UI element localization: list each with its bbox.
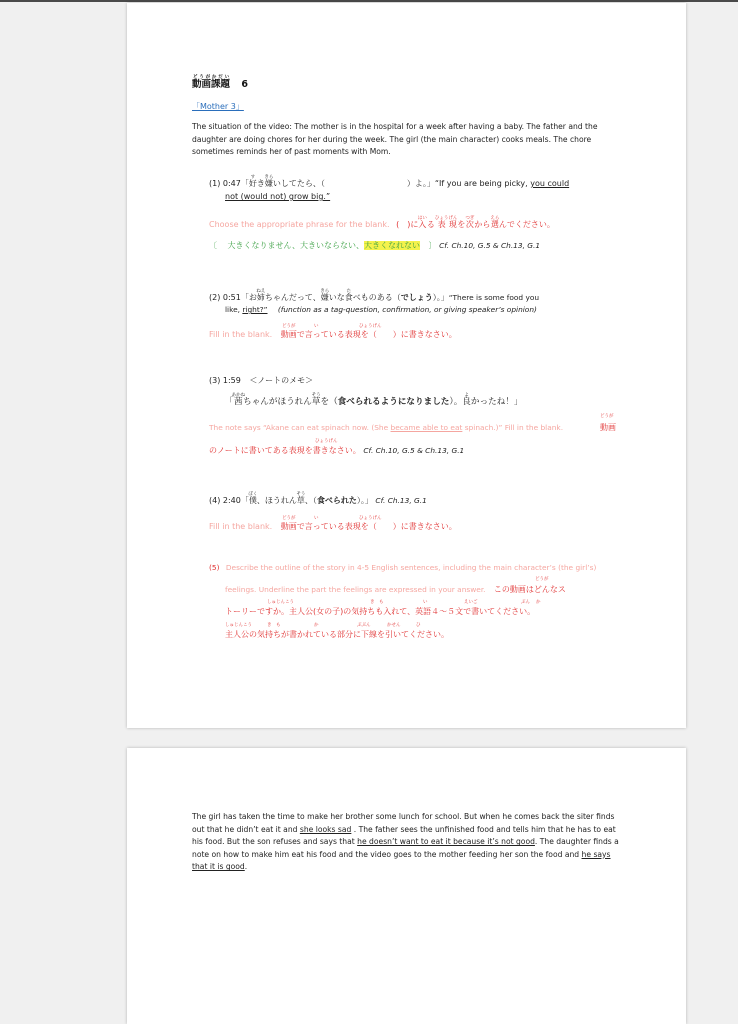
q4-open: 「 xyxy=(240,496,249,505)
q1-instruction-jp xyxy=(417,216,500,229)
q2-instruction xyxy=(209,329,457,341)
q1-english-underline: you could xyxy=(530,179,570,188)
q3-instruction-en-b: spinach.)” Fill in the blank. xyxy=(462,423,564,432)
q4-rt-i: い xyxy=(314,516,319,521)
q3-instruction-en-a: The note says “Akane can eat spinach now. (She xyxy=(209,423,391,432)
q1-instruction-char-3: 現げん xyxy=(448,216,458,229)
q2-english: “There is some food you xyxy=(448,293,540,302)
q3-instruction-jp2: のノートに書いてある表現を書きなさい。 xyxy=(209,446,361,455)
q4-sou: 草 xyxy=(296,496,306,505)
q2-ane: 姉 xyxy=(256,293,266,302)
q3-sentence xyxy=(225,393,523,408)
q3-akane: 茜 xyxy=(231,397,246,407)
q2-rt-hyougen: ひょうげん xyxy=(359,324,382,329)
q5-rt-hi: ひ xyxy=(416,623,421,628)
q4-line xyxy=(209,492,427,507)
q1-close: ）よ。」 xyxy=(406,179,435,188)
document-page-2 xyxy=(127,748,686,1024)
q2-kirai-rt: きら xyxy=(320,289,330,294)
q1-instruction-char-2: 表ひょう xyxy=(434,216,449,229)
q2-mid3: べものある（ xyxy=(352,293,401,302)
q1-option-3-highlighted: 大きくなれない xyxy=(364,241,421,250)
q5-rt-kimo-2: き も xyxy=(267,623,281,628)
q2-open: 「お xyxy=(240,293,257,302)
q4-instruction-jp: 動画で言っている表現を（ ）に書きなさい。 xyxy=(280,522,457,531)
q1-english-line2: not (would not) grow big.” xyxy=(225,192,331,201)
q3-line xyxy=(209,375,313,387)
video-link[interactable]: 「Mother 3」 xyxy=(192,102,244,111)
q2-instruction-jp: 動画で言っている表現を（ ）に書きなさい。 xyxy=(280,330,457,339)
q3-sou-rt: そう xyxy=(311,393,321,398)
q3-sou: 草 xyxy=(311,397,321,407)
q3-cf: Cf. Ch.10, G.5 & Ch.13, G.1 xyxy=(363,446,465,455)
q4-boku: 僕 xyxy=(248,496,258,505)
answer-part-3: . The daughter finds a note on how to make him eat his food and the video goes to the mother feeding her son the food and xyxy=(192,837,619,859)
q5-jp1: この動画はどんなス xyxy=(493,585,566,594)
q1-options-close: 〕 xyxy=(428,241,437,250)
answer-underline-3: he says that it is good xyxy=(192,849,611,872)
page-title xyxy=(192,75,248,90)
q4-answer: 食べられた xyxy=(316,496,357,505)
q3-instruction-en-underline: became able to eat xyxy=(390,423,463,432)
q5-line2 xyxy=(225,584,566,596)
q5-rt-kasen: かせん xyxy=(387,623,401,628)
q3-yo-rt: よ xyxy=(462,393,471,398)
q5-instruction-en2: feelings. Underline the part the feelings are expressed in your answer. xyxy=(225,585,486,594)
q2-line xyxy=(209,289,539,304)
q5-jp3: 主人公の気持ちが書かれている部分に下線を引いてください。 xyxy=(225,630,449,639)
answer-part-4: . xyxy=(244,862,248,872)
q4-boku-rt: ぼく xyxy=(248,492,258,497)
q1-ki: き xyxy=(256,179,265,188)
q2-kirai: 嫌 xyxy=(320,293,330,302)
q5-rt-ka: か xyxy=(536,600,541,605)
q1-instruction-char-6: から xyxy=(474,220,491,229)
q2-function-note: (function as a tag-question, confirmation, or giving speaker’s opinion) xyxy=(277,305,537,314)
q3-rt-hyougen: ひょうげん xyxy=(315,439,338,444)
q3-akane-rt: あかね xyxy=(231,393,246,398)
q1-instruction-tail: んでください。 xyxy=(498,220,555,229)
q1-suki-rt: す xyxy=(248,175,257,180)
q1-instruction-char-1: る xyxy=(426,220,435,229)
q2-answer: でしょう xyxy=(400,293,433,302)
answer-part-1: The girl has taken the time to make her brother some lunch for school. But when he comes back the siter finds out that he didn’t eat it and xyxy=(192,812,615,834)
q1-rest: いしてたら、（ xyxy=(272,179,325,188)
q2-rt-douga: どうが xyxy=(282,324,296,329)
q1-options xyxy=(209,240,540,252)
q5-rt-shujinkou: しゅじんこう xyxy=(267,600,294,605)
q3-open: 「 xyxy=(225,397,234,407)
q3-yo: 良 xyxy=(462,397,471,407)
q5-rt-shujinkou-2: しゅじんこう xyxy=(225,623,252,628)
q3-mid3: ）。 xyxy=(449,397,463,407)
q3-mid: ちゃんがほうれん xyxy=(243,397,312,407)
q2-time: 0:51 xyxy=(222,293,241,302)
q5-rt-i: い xyxy=(423,600,428,605)
q5-line1 xyxy=(209,562,596,574)
q1-option-1: 大きくなりません、 xyxy=(227,241,301,250)
q4-close: ）。」 xyxy=(356,496,373,505)
q3-instruction-jp1: 動画 xyxy=(600,423,616,432)
q1-instruction-en: Choose the appropriate phrase for the blank. xyxy=(209,220,390,229)
q3-memo: ＜ノートのメモ＞ xyxy=(249,376,314,385)
answer-underline-1: she looks sad xyxy=(299,824,352,834)
q1-english: “If you are being picky, xyxy=(434,179,531,188)
q1-instruction xyxy=(209,216,555,231)
q1-suki: 好 xyxy=(248,179,257,188)
q5-rt-douga: どうが xyxy=(535,577,549,582)
answer-part-2: . The father sees the unfinished food and tells him that he has to eat his food. But the son refuses and says that xyxy=(192,824,616,847)
q1-kirai: 嫌 xyxy=(264,179,274,188)
q1-option-2: 大きいならない、 xyxy=(300,241,365,250)
q2-english-like: like, xyxy=(225,305,243,314)
q3-mid2: を（ xyxy=(320,397,338,407)
q1-kirai-rt: きら xyxy=(264,175,274,180)
q2-ane-rt: ねえ xyxy=(256,289,266,294)
q1-label: (1) xyxy=(209,179,221,188)
q2-english-right: right?” xyxy=(242,305,268,314)
title-text: 動画課題 xyxy=(192,79,231,90)
q3-close: かったね！」 xyxy=(470,397,523,407)
q2-english-line2 xyxy=(225,304,537,316)
document-page-1 xyxy=(127,3,686,728)
q3-instruction-line2 xyxy=(209,445,464,457)
q1-line xyxy=(209,175,569,190)
q4-rt-douga: どうが xyxy=(282,516,296,521)
q4-label: (4) xyxy=(209,496,221,505)
q1-instruction-char-4: を xyxy=(457,220,466,229)
q1-cf: Cf. Ch.10, G.5 & Ch.13, G.1 xyxy=(439,241,541,250)
q2-rt-i: い xyxy=(314,324,319,329)
q5-rt-ka-2: か xyxy=(314,623,319,628)
q2-mid2: いな xyxy=(328,293,345,302)
window-top-border xyxy=(0,0,738,2)
title-number: 6 xyxy=(241,79,248,90)
q2-instruction-en: Fill in the blank. xyxy=(209,330,273,339)
q3-time: 1:59 xyxy=(222,376,241,385)
q5-rt-bun: ぶん xyxy=(521,600,530,605)
answer-underline-2: he doesn’t want to eat it because it’s not good xyxy=(357,837,535,847)
q4-sou-rt: そう xyxy=(296,492,306,497)
q5-jp2: トーリーですか。主人公(女の子)の気持ちも入れて、英語４～５文で書いてください。 xyxy=(225,607,536,616)
q1-instruction-paren: ( )に xyxy=(396,220,419,229)
q3-label: (3) xyxy=(209,376,221,385)
q4-time: 2:40 xyxy=(222,496,241,505)
q1-time: 0:47 xyxy=(222,179,241,188)
q5-rt-bubun: ぶぶん xyxy=(357,623,371,628)
student-answer[interactable] xyxy=(192,811,622,874)
q2-mid: ちゃんだって、 xyxy=(264,293,321,302)
q2-tabe-rt: た xyxy=(344,289,353,294)
q4-mid2: 、（ xyxy=(304,496,317,505)
q5-rt-kimo: き も xyxy=(370,600,384,605)
q2-label: (2) xyxy=(209,293,221,302)
q4-cf: Cf. Ch.13, G.1 xyxy=(375,496,427,505)
q4-mid: 、ほうれん xyxy=(256,496,297,505)
q2-tabe: 食 xyxy=(344,293,353,302)
title-ruby: どうがかだい xyxy=(192,75,230,80)
q5-label: (5) xyxy=(209,563,220,572)
q2-close: ）。」 xyxy=(432,293,449,302)
q3-rt-douga: どうが xyxy=(600,414,614,419)
q1-instruction-char-5: 次つぎ xyxy=(465,216,475,229)
q3-answer: 食べられるようになりました xyxy=(337,397,450,407)
q3-instruction-en xyxy=(209,422,563,434)
q4-instruction-en: Fill in the blank. xyxy=(209,522,273,531)
situation-text: The situation of the video: The mother is in the hospital for a week after having a baby. The father and the daughter are doing chores for her during the week. The girl (the main character) cooks meals. The chore sometimes reminds her of past moments with Mom. xyxy=(192,122,598,157)
q4-instruction xyxy=(209,521,457,533)
q5-rt-eigo: えいご xyxy=(464,600,478,605)
q1-instruction-char-0: 入はい xyxy=(417,216,427,229)
q1-options-open: 〔 xyxy=(209,241,217,250)
q1-open: 「 xyxy=(240,179,249,188)
q5-instruction-en1: Describe the outline of the story in 4-5 English sentences, including the main character’s (the girl’s) xyxy=(225,563,597,572)
q4-rt-hyougen: ひょうげん xyxy=(359,516,382,521)
q1-instruction-char-7: 選えら xyxy=(490,216,500,229)
